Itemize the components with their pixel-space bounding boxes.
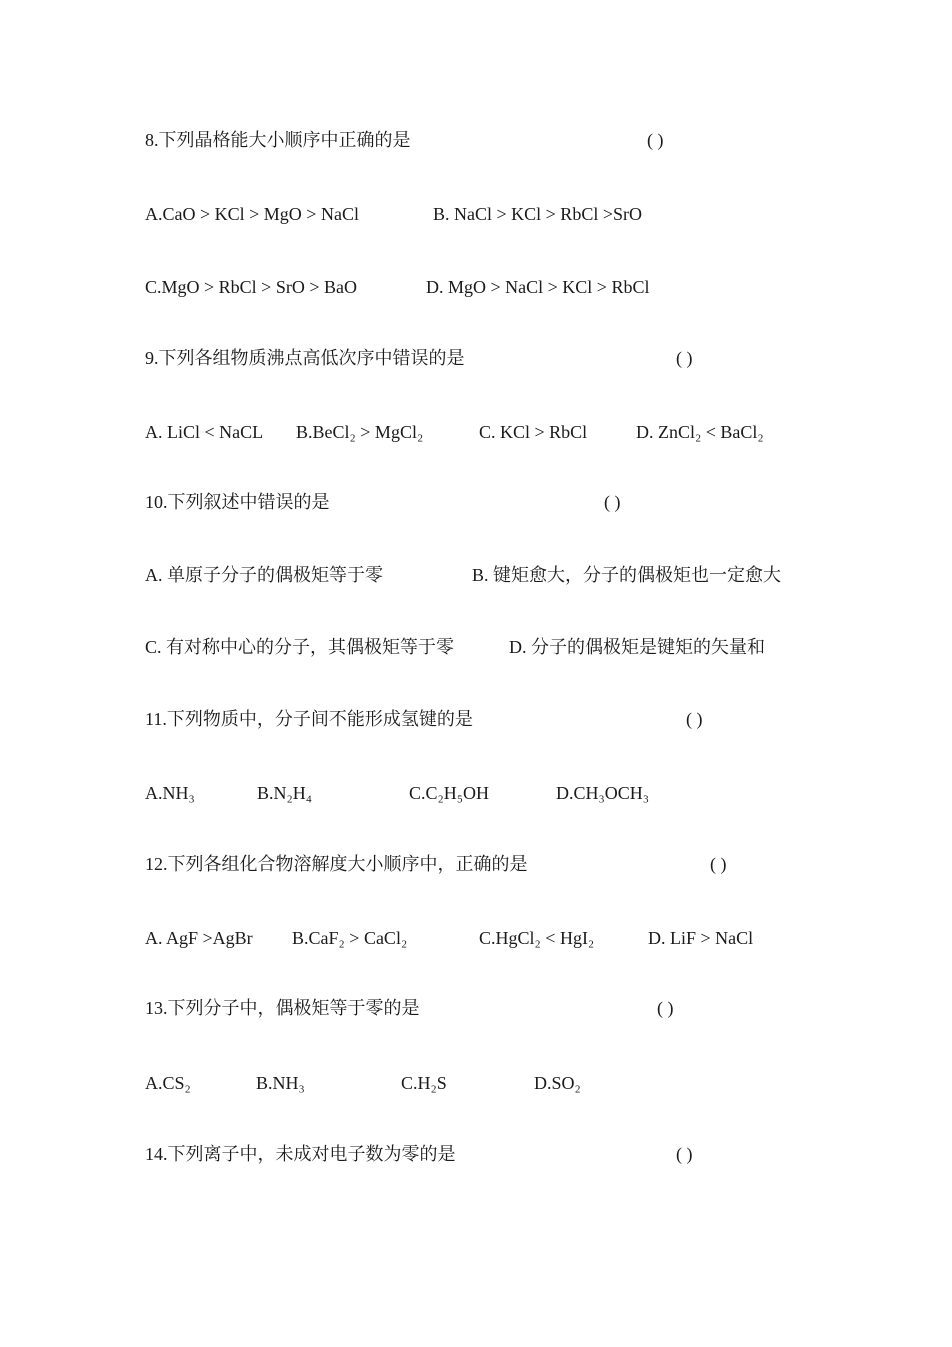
question-8-option-a: A.CaO > KCl > MgO > NaCl xyxy=(145,204,359,224)
question-9-option-a: A. LiCl < NaCL xyxy=(145,422,264,442)
question-11-option-c: C.C₂H₅OH xyxy=(409,783,490,803)
question-11-option-b: B.N₂H₄ xyxy=(257,783,313,803)
question-12-option-a: A. AgF >AgBr xyxy=(145,928,253,948)
question-11-stem: 11.下列物质中，分子间不能形成氢键的是 xyxy=(145,709,473,729)
question-12-option-b: B.CaF₂ > CaCl₂ xyxy=(292,928,408,948)
question-12-option-c: C.HgCl₂ < HgI₂ xyxy=(479,928,595,948)
question-13-option-b: B.NH₃ xyxy=(256,1073,305,1093)
question-9-answer-blank: ( ) xyxy=(676,348,693,368)
question-10-answer-blank: ( ) xyxy=(604,492,621,512)
question-13-option-a: A.CS₂ xyxy=(145,1073,191,1093)
question-8-answer-blank: ( ) xyxy=(647,130,664,150)
question-12-answer-blank: ( ) xyxy=(710,854,727,874)
question-10-option-d: D. 分子的偶极矩是键矩的矢量和 xyxy=(509,637,765,657)
question-13-answer-blank: ( ) xyxy=(657,998,674,1018)
question-13-option-d: D.SO₂ xyxy=(534,1073,581,1093)
question-9-option-b: B.BeCl₂ > MgCl₂ xyxy=(296,422,424,442)
question-12-stem: 12.下列各组化合物溶解度大小顺序中，正确的是 xyxy=(145,854,528,874)
question-8-option-d: D. MgO > NaCl > KCl > RbCl xyxy=(426,277,650,297)
question-8-option-c: C.MgO > RbCl > SrO > BaO xyxy=(145,277,357,297)
question-9-option-c: C. KCl > RbCl xyxy=(479,422,588,442)
question-13-option-c: C.H₂S xyxy=(401,1073,447,1093)
question-14-stem: 14.下列离子中，未成对电子数为零的是 xyxy=(145,1144,456,1164)
question-12-option-d: D. LiF > NaCl xyxy=(648,928,754,948)
question-11-option-a: A.NH₃ xyxy=(145,783,195,803)
question-9-option-d: D. ZnCl₂ < BaCl₂ xyxy=(636,422,764,442)
question-10-stem: 10.下列叙述中错误的是 xyxy=(145,492,330,512)
question-10-option-b: B. 键矩愈大，分子的偶极矩也一定愈大 xyxy=(472,565,782,585)
question-14-answer-blank: ( ) xyxy=(676,1144,693,1164)
question-10-option-a: A. 单原子分子的偶极矩等于零 xyxy=(145,565,383,585)
question-8-option-b: B. NaCl > KCl > RbCl >SrO xyxy=(433,204,642,224)
question-10-option-c: C. 有对称中心的分子，其偶极矩等于零 xyxy=(145,637,455,657)
question-11-answer-blank: ( ) xyxy=(686,709,703,729)
question-9-stem: 9.下列各组物质沸点高低次序中错误的是 xyxy=(145,348,465,368)
question-13-stem: 13.下列分子中，偶极矩等于零的是 xyxy=(145,998,420,1018)
question-11-option-d: D.CH₃OCH₃ xyxy=(556,783,650,803)
question-8-stem: 8.下列晶格能大小顺序中正确的是 xyxy=(145,130,411,150)
